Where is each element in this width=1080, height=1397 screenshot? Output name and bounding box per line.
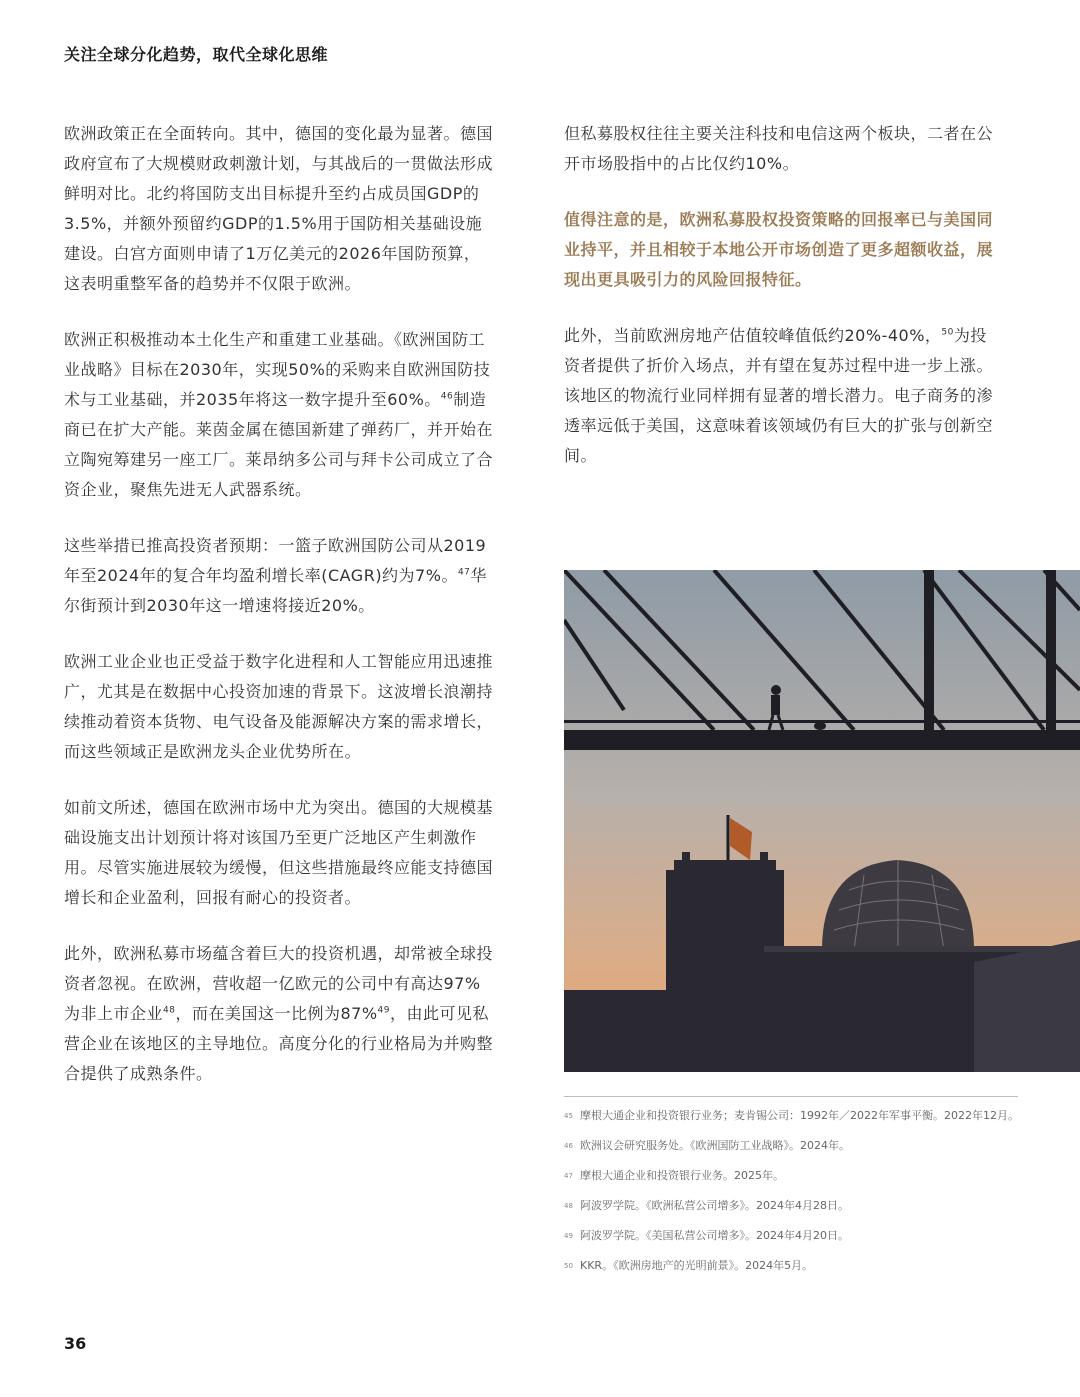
body-paragraph [64,793,494,913]
footnote-ref: 48 [163,1005,176,1016]
body-paragraph [64,647,494,767]
footnote-number: 50 [564,1262,573,1270]
paragraph-text: 值得注意的是，欧洲私募股权投资策略的回报率已与美国同业持平，并且相较于本地公开市场创造了更多超额收益，展现出更具吸引力的风险回报特征。 [564,210,994,289]
paragraph-text: 为投资者提供了折价入场点，并有望在复苏过程中进一步上涨。该地区的物流行业同样拥有显著的增长潜力。电子商务的渗透率远低于美国，这意味着该领域仍有巨大的扩张与创新空间。 [564,326,994,465]
footnote-ref: 50 [941,327,954,338]
paragraph-text: 这些举措已推高投资者预期：一篮子欧洲国防公司从2019年至2024年的复合年均盈利增长率(CAGR)约为7%。 [64,536,487,585]
footnote-divider [564,1096,1018,1097]
footnote-item [564,1226,1020,1246]
left-text-column [64,119,494,1115]
footnote-ref: 49 [377,1005,390,1016]
footnote-item [564,1196,1020,1216]
footnote-text: KKR。《欧洲房地产的光明前景》。2024年5月。 [580,1259,814,1272]
page-number: 36 [64,1334,87,1353]
body-paragraph [64,119,494,299]
footnote-ref: 47 [457,567,471,578]
paragraph-text: 此外，当前欧洲房地产估值较峰值低约20%-40%， [564,326,942,345]
footnote-number: 47 [564,1172,573,1180]
footnote-text: 摩根大通企业和投资银行业务。2025年。 [580,1169,784,1182]
footnote-item [564,1136,1020,1156]
body-paragraph [64,939,494,1089]
paragraph-text: 华尔街预计到2030年这一增速将接近20%。 [64,566,487,615]
footnote-text: 欧洲议会研究服务处。《欧洲国防工业战略》。2024年。 [580,1139,850,1152]
highlighted-paragraph [564,205,996,295]
paragraph-text: ，而在美国这一比例为87% [175,1004,378,1023]
footnote-item [564,1106,1020,1126]
left-facade [564,990,674,1072]
right-text-column [564,119,996,497]
footnote-number: 46 [564,1142,573,1150]
footnote-item [564,1256,1020,1276]
footnote-text: 阿波罗学院。《欧洲私营公司增多》。2024年4月28日。 [580,1199,849,1212]
paragraph-text: 如前文所述，德国在欧洲市场中尤为突出。德国的大规模基础设施支出计划预计将对该国乃至更广泛地区产生刺激作用。尽管实施进展较为缓慢，但这些措施最终应能支持德国增长和企业盈利，回报有耐心的投资者。 [64,798,494,907]
footnote-number: 48 [564,1202,573,1210]
paragraph-text: 欧洲政策正在全面转向。其中，德国的变化最为显著。德国政府宣布了大规模财政刺激计划，与其战后的一贯做法形成鲜明对比。北约将国防支出目标提升至约占成员国GDP的3.5%，并额外预留约GDP的1.5%用于国防相关基础设施建设。白宫方面则申请了1万亿美元的2026年国防预算，这表明重整军备的趋势并不仅限于欧洲。 [64,124,494,293]
body-paragraph [564,321,996,471]
foreground-building [974,940,1080,1072]
paragraph-text: ，由此可见私营企业在该地区的主导地位。高度分化的行业格局为并购整合提供了成熟条件。 [64,1004,494,1083]
paragraph-text: 制造商已在扩大产能。莱茵金属在德国新建了弹药厂，并开始在立陶宛筹建另一座工厂。莱昂纳多公司与拜卡公司成立了合资企业，聚焦先进无人武器系统。 [64,390,494,499]
footnote-text: 摩根大通企业和投资银行业务；麦肯锡公司：1992年／2022年军事平衡。2022年12月。 [580,1109,1019,1122]
reichstag-bridge-photo [564,570,1080,1072]
paragraph-text: 此外，欧洲私募市场蕴含着巨大的投资机遇，却常被全球投资者忽视。在欧洲，营收超一亿欧元的公司中有高达97%为非上市企业 [64,944,494,1023]
body-paragraph [64,325,494,505]
body-paragraph [564,119,996,179]
page-header-title: 关注全球分化趋势，取代全球化思维 [64,45,329,64]
footnote-number: 49 [564,1232,573,1240]
paragraph-text: 但私募股权往往主要关注科技和电信这两个板块，二者在公开市场股指中的占比仅约10%。 [564,124,994,173]
footnote-text: 阿波罗学院。《美国私营公司增多》。2024年4月20日。 [580,1229,849,1242]
footnotes [564,1106,1020,1286]
body-paragraph [64,531,494,621]
footnote-number: 45 [564,1112,573,1120]
bridge-pylon [924,570,934,735]
paragraph-text: 欧洲工业企业也正受益于数字化进程和人工智能应用迅速推广，尤其是在数据中心投资加速的背景下。这波增长浪潮持续推动着资本货物、电气设备及能源解决方案的需求增长，而这些领域正是欧洲龙头企业优势所在。 [64,652,494,761]
footnote-item [564,1166,1020,1186]
bridge-deck [564,730,1080,750]
paragraph-text: 欧洲正积极推动本土化生产和重建工业基础。《欧洲国防工业战略》目标在2030年，实现50%的采购来自欧洲国防技术与工业基础，并2035年将这一数字提升至60%。 [64,330,491,409]
bridge-pylon [1046,570,1056,735]
footnote-ref: 46 [440,391,454,402]
